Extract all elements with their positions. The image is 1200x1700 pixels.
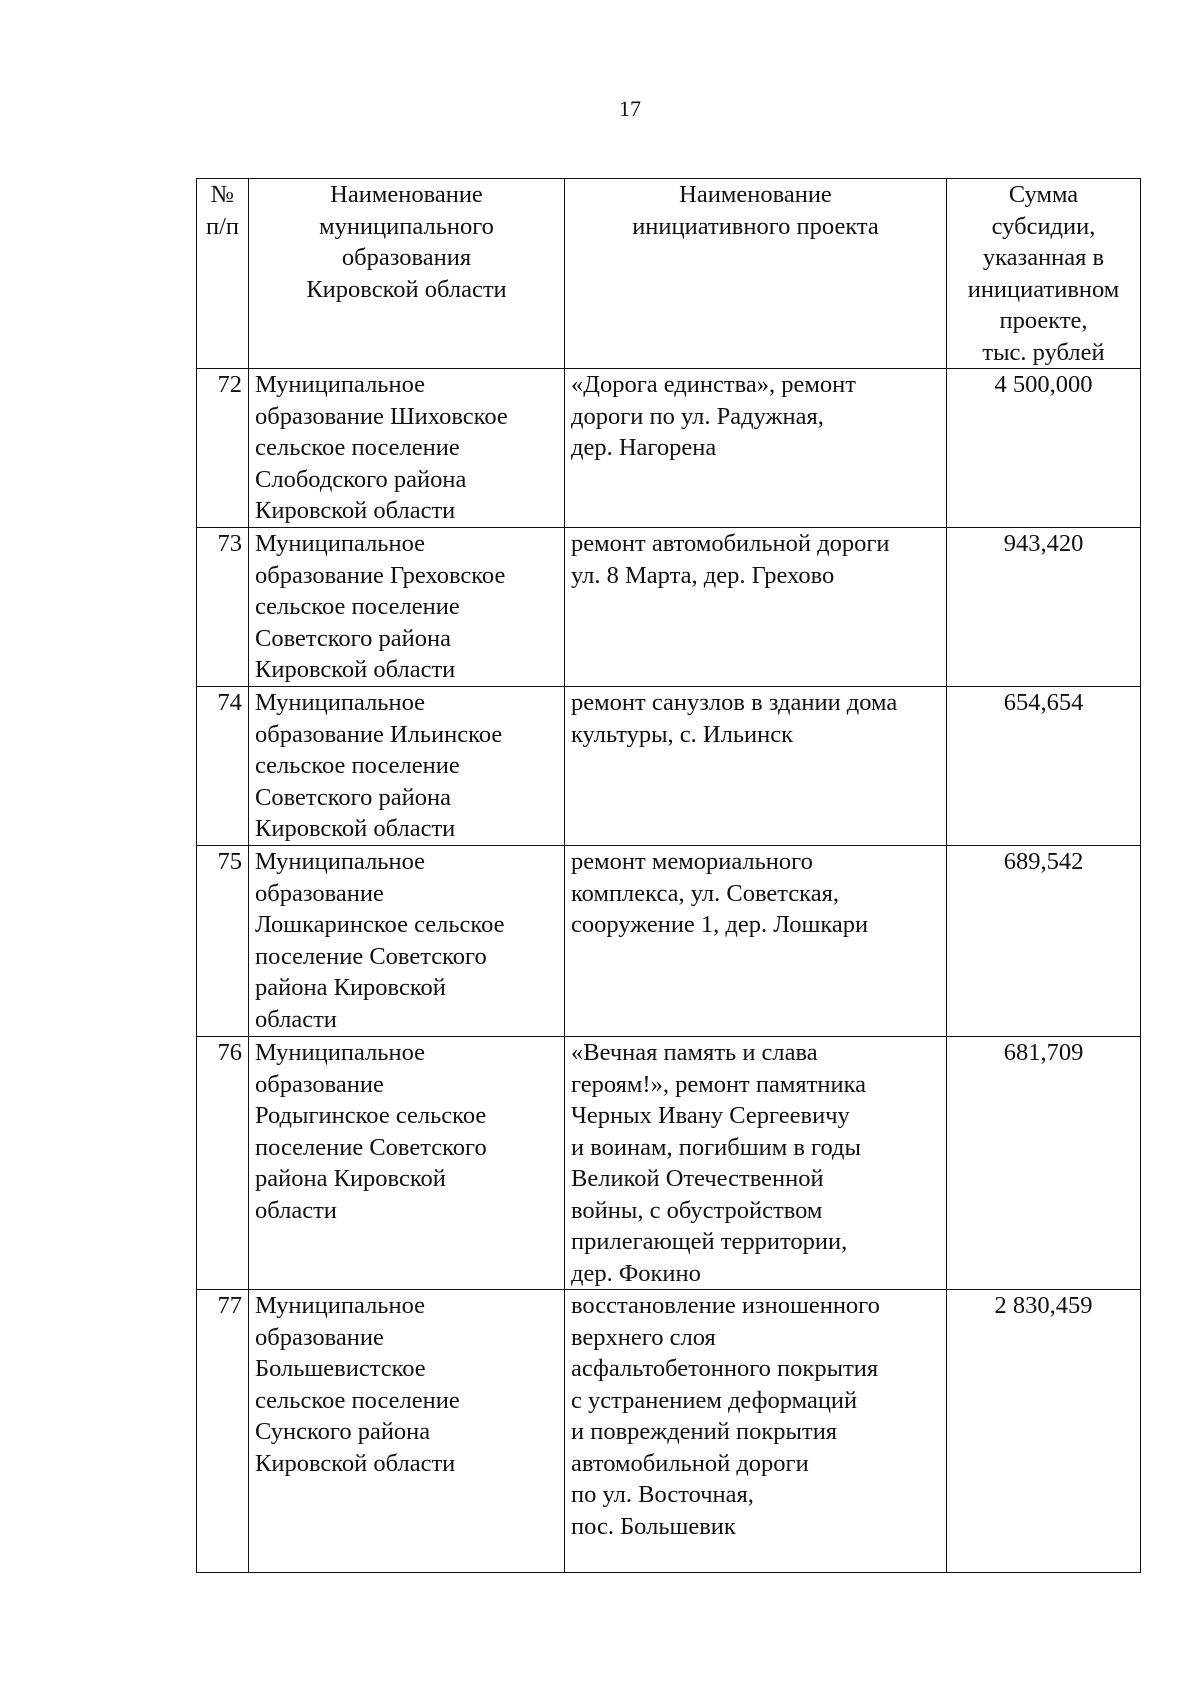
- municipality-name: Муниципальное образование Большевистское сельское поселение Сунского района Кировской области: [249, 1290, 565, 1573]
- subsidy-table: [196, 178, 1141, 1573]
- project-name: ремонт санузлов в здании дома культуры, с. Ильинск: [565, 687, 947, 846]
- municipality-name: Муниципальное образование Лошкаринское сельское поселение Советского района Кировской области: [249, 846, 565, 1037]
- municipality-name: Муниципальное образование Шиховское сельское поселение Слободского района Кировской области: [249, 369, 565, 528]
- row-number: 74: [197, 687, 249, 846]
- subsidy-sum: 689,542: [947, 846, 1141, 1037]
- page-number: 17: [619, 96, 641, 121]
- table-row: [197, 687, 1141, 846]
- table-header-row: [197, 179, 1141, 369]
- project-name: «Дорога единства», ремонт дороги по ул. Радужная, дер. Нагорена: [565, 369, 947, 528]
- row-number: 76: [197, 1037, 249, 1290]
- project-name: ремонт автомобильной дороги ул. 8 Марта, дер. Грехово: [565, 528, 947, 687]
- table-row: [197, 1290, 1141, 1573]
- header-number: № п/п: [197, 179, 249, 369]
- subsidy-sum: 654,654: [947, 687, 1141, 846]
- table-row: [197, 1037, 1141, 1290]
- subsidy-sum: 943,420: [947, 528, 1141, 687]
- header-municipality: Наименование муниципального образования Кировской области: [249, 179, 565, 369]
- row-number: 75: [197, 846, 249, 1037]
- subsidy-sum: 681,709: [947, 1037, 1141, 1290]
- table-row: [197, 528, 1141, 687]
- municipality-name: Муниципальное образование Греховское сельское поселение Советского района Кировской области: [249, 528, 565, 687]
- row-number: 73: [197, 528, 249, 687]
- project-name: ремонт мемориального комплекса, ул. Советская, сооружение 1, дер. Лошкари: [565, 846, 947, 1037]
- project-name: «Вечная память и слава героям!», ремонт памятника Черных Ивану Сергеевичу и воинам, погибшим в годы Великой Отечественной войны, с обустройством прилегающей территории, дер. Фокино: [565, 1037, 947, 1290]
- table-row: [197, 846, 1141, 1037]
- table-row: [197, 369, 1141, 528]
- row-number: 77: [197, 1290, 249, 1573]
- row-number: 72: [197, 369, 249, 528]
- subsidy-sum: 4 500,000: [947, 369, 1141, 528]
- municipality-name: Муниципальное образование Ильинское сельское поселение Советского района Кировской области: [249, 687, 565, 846]
- header-subsidy-sum: Сумма субсидии, указанная в инициативном проекте, тыс. рублей: [947, 179, 1141, 369]
- header-project: Наименование инициативного проекта: [565, 179, 947, 369]
- subsidy-sum: 2 830,459: [947, 1290, 1141, 1573]
- municipality-name: Муниципальное образование Родыгинское сельское поселение Советского района Кировской области: [249, 1037, 565, 1290]
- project-name: восстановление изношенного верхнего слоя асфальтобетонного покрытия с устранением деформаций и повреждений покрытия автомобильной дороги по ул. Восточная, пос. Большевик: [565, 1290, 947, 1573]
